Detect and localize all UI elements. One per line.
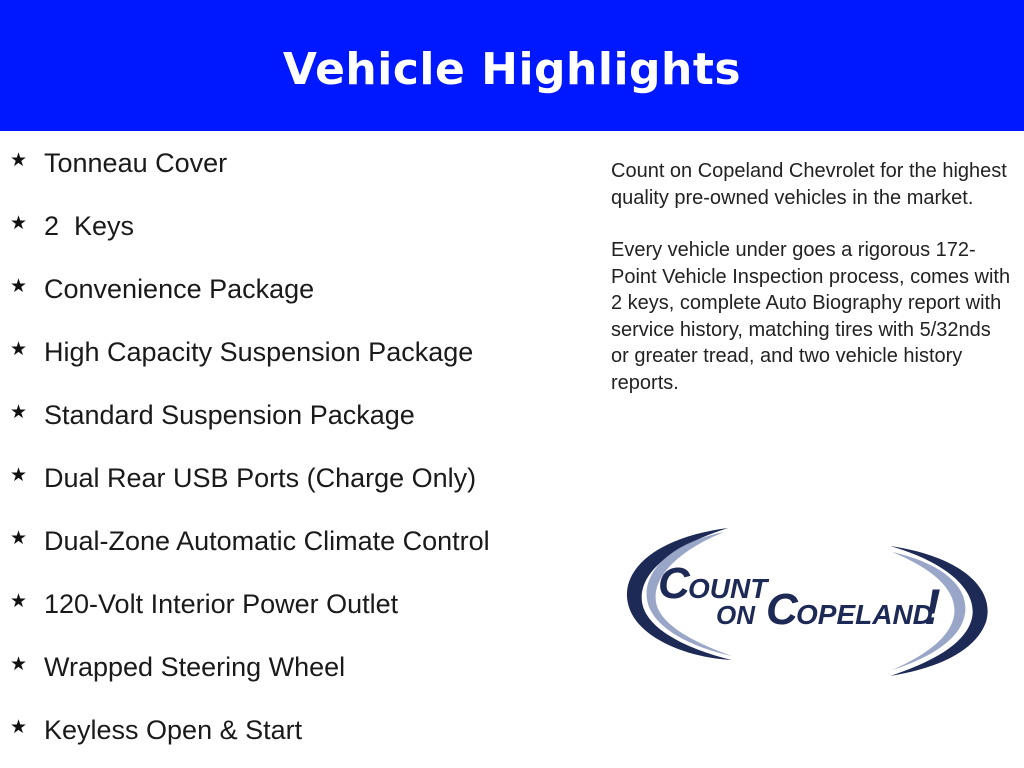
- feature-item: [10, 636, 570, 699]
- feature-label: Wrapped Steering Wheel: [44, 652, 346, 682]
- feature-list: [10, 132, 570, 762]
- logo-word-copeland: opeland: [796, 599, 933, 630]
- feature-label: Tonneau Cover: [44, 148, 228, 178]
- logo-word-copeland-initial: C: [766, 585, 798, 634]
- feature-item: [10, 447, 570, 510]
- logo-word-on: on: [716, 600, 755, 630]
- feature-item: [10, 195, 570, 258]
- star-icon: ★: [10, 590, 28, 612]
- star-icon: ★: [10, 401, 28, 423]
- feature-label: High Capacity Suspension Package: [44, 337, 474, 367]
- logo-graphic: [620, 520, 1000, 685]
- feature-label: 2 Keys: [44, 211, 135, 241]
- feature-item: [10, 573, 570, 636]
- star-icon: ★: [10, 716, 28, 738]
- star-icon: ★: [10, 149, 28, 171]
- inspection-paragraph: Every vehicle under goes a rigorous 172-Point Vehicle Inspection process, comes with 2 keys, complete Auto Biography report with service history, matching tires with 5/32nds or greater tread, and two vehicle history reports.: [611, 239, 1011, 394]
- feature-item: [10, 321, 570, 384]
- star-icon: ★: [10, 212, 28, 234]
- star-icon: ★: [10, 275, 28, 297]
- dealer-intro-paragraph: Count on Copeland Chevrolet for the highest quality pre-owned vehicles in the market.: [611, 160, 1007, 209]
- page-title: Vehicle Highlights: [282, 44, 742, 95]
- feature-item: [10, 510, 570, 573]
- logo-word-count-initial: C: [658, 559, 690, 608]
- feature-label: Dual Rear USB Ports (Charge Only): [44, 463, 477, 493]
- dealer-info: [611, 158, 1011, 422]
- star-icon: ★: [10, 527, 28, 549]
- star-icon: ★: [10, 653, 28, 675]
- feature-label: Dual-Zone Automatic Climate Control: [44, 526, 490, 556]
- feature-item: [10, 258, 570, 321]
- feature-item: [10, 384, 570, 447]
- star-icon: ★: [10, 338, 28, 360]
- feature-label: Keyless Open & Start: [44, 715, 303, 745]
- logo-word-count: ount: [688, 573, 768, 604]
- feature-item: [10, 699, 570, 762]
- star-icon: ★: [10, 464, 28, 486]
- count-on-copeland-logo: [620, 520, 1000, 685]
- feature-label: Standard Suspension Package: [44, 400, 415, 430]
- feature-label: 120-Volt Interior Power Outlet: [44, 589, 399, 619]
- header-banner: [0, 0, 1024, 131]
- logo-exclamation: !: [924, 579, 941, 635]
- feature-label: Convenience Package: [44, 274, 315, 304]
- feature-item: [10, 132, 570, 195]
